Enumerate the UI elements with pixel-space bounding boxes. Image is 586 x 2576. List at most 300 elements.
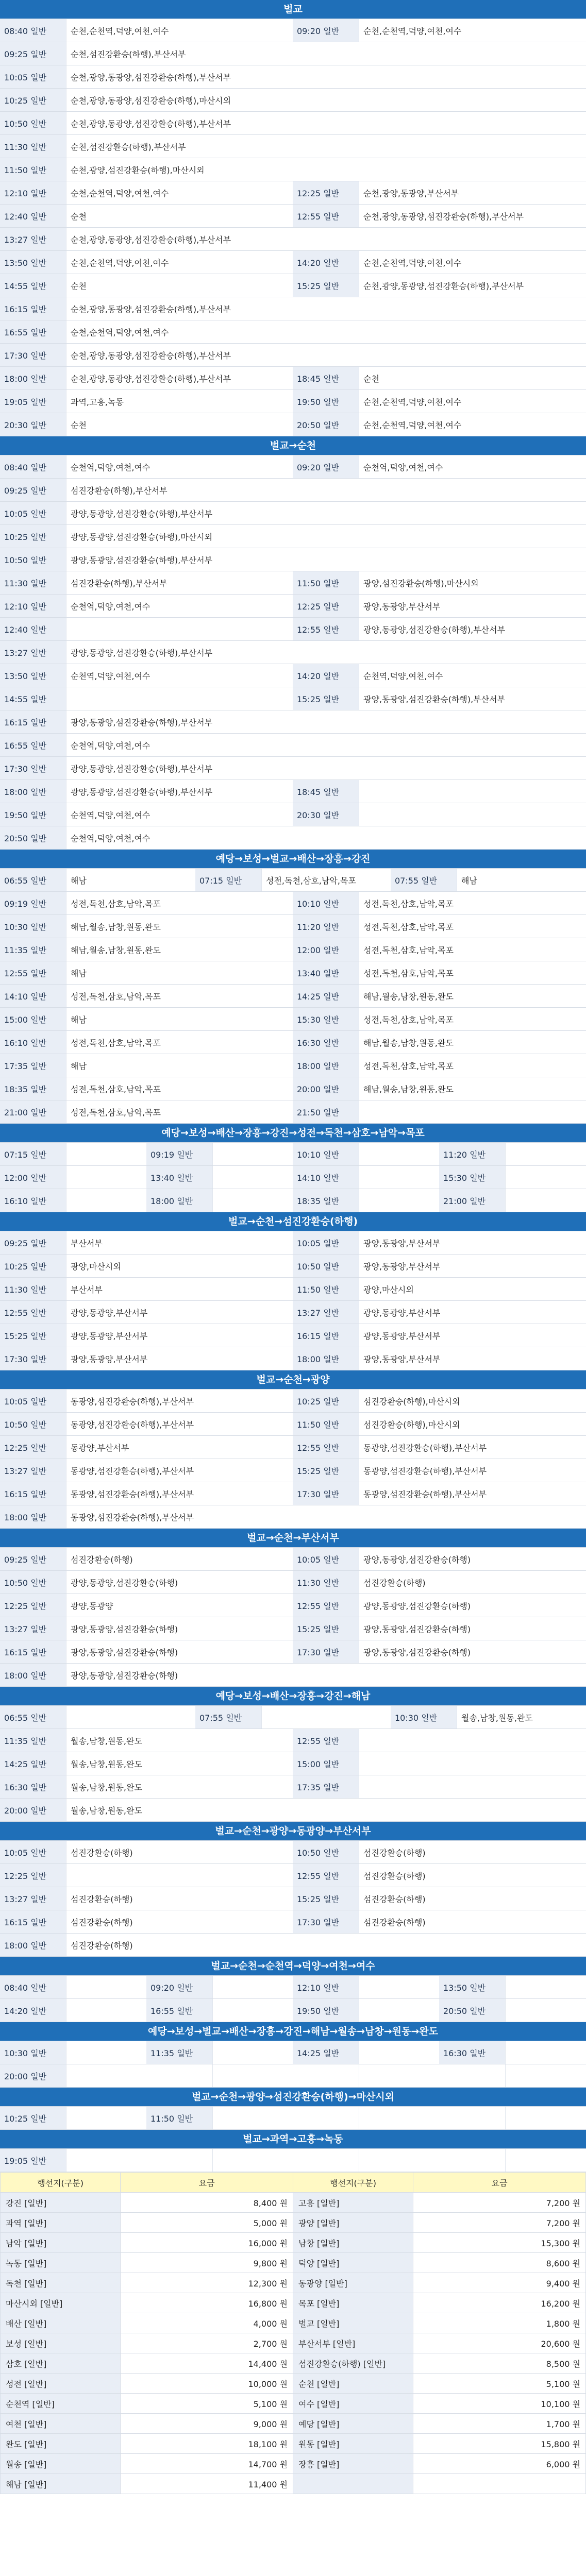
departure-time: 17:35 일반 — [0, 1054, 66, 1077]
route-stops: 순천,순천역,덕양,여천,여수 — [359, 19, 586, 42]
route-stops: 부산서부 — [66, 1231, 293, 1254]
empty-cell — [359, 1976, 439, 1998]
schedule-row — [0, 1505, 586, 1529]
fare-amount: 11,400 원 — [121, 2474, 293, 2494]
route-stops: 성전,독천,삼호,남악,목포 — [66, 892, 293, 914]
schedule-row — [0, 1752, 586, 1775]
route-stops: 섬진강환승(하행) — [359, 1910, 586, 1933]
route-stops: 순천역,덕양,여천,여수 — [359, 455, 586, 478]
departure-time: 19:50 일반 — [293, 1999, 359, 2022]
route-stops: 광양,섬진강환승(하행),마산시외 — [359, 571, 586, 594]
fare-amount: 7,200 원 — [413, 2213, 586, 2233]
schedule-row — [0, 1706, 586, 1729]
departure-time: 07:55 일반 — [391, 869, 457, 891]
route-stops: 순천역,덕양,여천,여수 — [66, 826, 586, 849]
departure-time: 16:10 일반 — [0, 1031, 66, 1054]
fare-row — [1, 2394, 586, 2414]
schedule-row — [0, 2041, 586, 2064]
section-header: 예당→보성→벌교→배산→장흥→강진 — [0, 850, 586, 869]
fare-header-cell: 요금 — [121, 2173, 293, 2193]
route-stops: 순천,광양,동광양,섬진강환승(하행),마산시외 — [66, 89, 586, 111]
departure-time: 18:00 일반 — [0, 367, 66, 389]
departure-time: 12:00 일반 — [293, 938, 359, 961]
fare-amount: 9,000 원 — [121, 2414, 293, 2434]
departure-time — [293, 2149, 359, 2172]
fare-row — [1, 2273, 586, 2293]
schedule-row — [0, 1887, 586, 1910]
destination-name: 섬진강환승(하행) [일반] — [293, 2353, 413, 2374]
fare-row — [1, 2414, 586, 2434]
departure-time: 15:25 일반 — [293, 1459, 359, 1482]
schedule-row — [0, 548, 586, 571]
schedule-row — [0, 915, 586, 938]
destination-name: 순천 [일반] — [293, 2374, 413, 2394]
empty-cell — [505, 2149, 586, 2172]
schedule-row — [0, 1278, 586, 1301]
route-stops: 광양,동광양,섬진강환승(하행) — [359, 1594, 586, 1617]
departure-time: 11:50 일반 — [146, 2107, 212, 2129]
departure-time: 15:25 일반 — [293, 274, 359, 297]
schedule-row — [0, 1459, 586, 1482]
departure-time: 12:40 일반 — [0, 618, 66, 640]
departure-time: 12:25 일반 — [0, 1594, 66, 1617]
departure-time: 13:50 일반 — [0, 251, 66, 274]
route-stops: 동광양,섬진강환승(하행),부산서부 — [359, 1436, 586, 1459]
route-stops: 섬진강환승(하행) — [359, 1887, 586, 1910]
schedule-row — [0, 1640, 586, 1664]
route-stops: 광양,동광양,섬진강환승(하행) — [359, 1617, 586, 1640]
fare-header-cell: 행선지(구분) — [293, 2173, 413, 2193]
schedule-row — [0, 1664, 586, 1687]
departure-time: 13:50 일반 — [0, 664, 66, 687]
departure-time: 16:15 일반 — [0, 1910, 66, 1933]
fare-amount: 8,500 원 — [413, 2353, 586, 2374]
departure-time: 21:50 일반 — [293, 1100, 359, 1123]
departure-time: 07:15 일반 — [0, 1143, 66, 1165]
departure-time: 11:50 일반 — [293, 571, 359, 594]
route-stops: 섬진강환승(하행),마산시외 — [359, 1413, 586, 1435]
departure-time: 09:19 일반 — [0, 892, 66, 914]
route-stops: 해남,월송,남창,원동,완도 — [359, 985, 586, 1007]
departure-time: 12:55 일반 — [0, 1301, 66, 1324]
destination-name: 순천역 [일반] — [1, 2394, 121, 2414]
route-stops: 광양,동광양,부산서부 — [66, 1324, 293, 1347]
fare-amount: 8,600 원 — [413, 2253, 586, 2273]
departure-time: 14:55 일반 — [0, 274, 66, 297]
departure-time — [293, 2107, 359, 2129]
schedule-row — [0, 413, 586, 436]
route-stops: 부산서부 — [66, 1278, 293, 1300]
departure-time: 11:20 일반 — [293, 915, 359, 938]
route-stops: 광양,동광양,섬진강환승(하행),부산서부 — [66, 548, 586, 571]
departure-time: 12:55 일반 — [293, 1864, 359, 1887]
departure-time: 20:50 일반 — [439, 1999, 505, 2022]
schedule-row — [0, 502, 586, 525]
route-stops: 순천,광양,동광양,섬진강환승(하행),부산서부 — [66, 367, 293, 389]
schedule-row — [0, 1548, 586, 1571]
route-stops: 성전,독천,삼호,남악,목포 — [359, 1008, 586, 1030]
departure-time — [146, 2149, 212, 2172]
empty-cell — [359, 1189, 439, 1212]
empty-cell — [359, 2107, 439, 2129]
schedule-row — [0, 344, 586, 367]
route-stops: 순천,순천역,덕양,여천,여수 — [66, 320, 586, 343]
fare-amount: 20,600 원 — [413, 2333, 586, 2353]
departure-time: 13:27 일반 — [0, 228, 66, 250]
section-header: 벌교→순천→순천역→덕양→여천→여수 — [0, 1957, 586, 1976]
section-header: 벌교→순천→광양→동광양→부산서부 — [0, 1822, 586, 1841]
departure-time — [293, 2064, 359, 2087]
departure-time: 08:40 일반 — [0, 455, 66, 478]
schedule-row — [0, 571, 586, 595]
schedule-row — [0, 1775, 586, 1799]
empty-cell — [212, 1166, 293, 1189]
empty-cell — [66, 2041, 146, 2064]
schedule-row — [0, 938, 586, 961]
departure-time: 21:00 일반 — [0, 1100, 66, 1123]
departure-time: 15:00 일반 — [293, 1752, 359, 1775]
departure-time: 12:55 일반 — [293, 1729, 359, 1752]
route-stops: 순천,광양,동광양,부산서부 — [359, 181, 586, 204]
departure-time: 14:25 일반 — [293, 2041, 359, 2064]
departure-time: 14:20 일반 — [293, 664, 359, 687]
destination-name: 과역 [일반] — [1, 2213, 121, 2233]
departure-time: 11:35 일반 — [0, 938, 66, 961]
destination-name: 목포 [일반] — [293, 2293, 413, 2313]
departure-time: 19:50 일반 — [0, 803, 66, 826]
departure-time: 13:27 일반 — [0, 1459, 66, 1482]
route-stops: 순천역,덕양,여천,여수 — [66, 664, 293, 687]
schedule-row — [0, 1436, 586, 1459]
fare-amount: 10,100 원 — [413, 2394, 586, 2414]
departure-time: 07:55 일반 — [195, 1706, 261, 1728]
departure-time: 10:50 일반 — [0, 1571, 66, 1594]
fare-amount: 2,700 원 — [121, 2333, 293, 2353]
departure-time: 20:30 일반 — [0, 413, 66, 436]
departure-time: 10:05 일반 — [293, 1548, 359, 1570]
section-header: 벌교→순천 — [0, 436, 586, 455]
departure-time: 11:20 일반 — [439, 1143, 505, 1165]
route-stops: 섬진강환승(하행),부산서부 — [66, 479, 586, 501]
destination-name: 예당 [일반] — [293, 2414, 413, 2434]
departure-time: 16:55 일반 — [146, 1999, 212, 2022]
departure-time: 18:35 일반 — [0, 1077, 66, 1100]
route-stops: 섬진강환승(하행),부산서부 — [66, 571, 293, 594]
route-stops: 순천,광양,섬진강환승(하행),마산시외 — [66, 158, 586, 181]
schedule-row — [0, 961, 586, 985]
destination-name: 여천 [일반] — [1, 2414, 121, 2434]
schedule-row — [0, 1999, 586, 2022]
destination-name: 장흥 [일반] — [293, 2454, 413, 2474]
departure-time: 09:20 일반 — [293, 455, 359, 478]
departure-time: 17:30 일반 — [293, 1640, 359, 1663]
departure-time: 10:10 일반 — [293, 892, 359, 914]
route-stops: 순천,섬진강환승(하행),부산서부 — [66, 42, 586, 65]
destination-name: 광양 [일반] — [293, 2213, 413, 2233]
departure-time: 17:30 일반 — [0, 344, 66, 366]
route-stops — [261, 1706, 391, 1728]
schedule-row — [0, 664, 586, 687]
destination-name: 부산서부 [일반] — [293, 2333, 413, 2353]
fare-amount: 16,800 원 — [121, 2293, 293, 2313]
route-stops: 순천,광양,동광양,섬진강환승(하행),부산서부 — [66, 344, 586, 366]
departure-time: 12:00 일반 — [0, 1166, 66, 1189]
departure-time: 20:50 일반 — [0, 826, 66, 849]
schedule-row — [0, 618, 586, 641]
departure-time: 18:00 일반 — [0, 780, 66, 803]
route-stops: 광양,동광양,섬진강환승(하행) — [66, 1617, 293, 1640]
route-stops: 성전,독천,삼호,남악,목포 — [66, 1077, 293, 1100]
route-stops: 순천,광양,동광양,섬진강환승(하행),부산서부 — [66, 297, 586, 320]
schedule-row — [0, 734, 586, 757]
schedule-row — [0, 251, 586, 274]
route-stops: 월송,남창,원동,완도 — [66, 1752, 293, 1775]
fare-amount: 1,800 원 — [413, 2313, 586, 2333]
empty-cell — [66, 1976, 146, 1998]
route-stops: 해남 — [457, 869, 586, 891]
schedule-row — [0, 892, 586, 915]
departure-time: 15:00 일반 — [0, 1008, 66, 1030]
schedule-row — [0, 297, 586, 320]
route-stops: 순천 — [359, 367, 586, 389]
route-stops: 과역,고흥,녹동 — [66, 390, 293, 413]
schedule-row — [0, 757, 586, 780]
departure-time: 17:30 일반 — [293, 1482, 359, 1505]
route-stops: 동광양,섬진강환승(하행),부산서부 — [66, 1505, 586, 1528]
fare-header-row — [1, 2173, 586, 2193]
route-stops: 성전,독천,삼호,남악,목포 — [66, 1031, 293, 1054]
departure-time: 13:40 일반 — [146, 1166, 212, 1189]
destination-name: 성전 [일반] — [1, 2374, 121, 2394]
section-header: 벌교→순천→광양→섬진강환승(하행)→마산시외 — [0, 2088, 586, 2107]
route-stops: 섬진강환승(하행) — [359, 1571, 586, 1594]
departure-time: 10:25 일반 — [0, 2107, 66, 2129]
departure-time: 15:25 일반 — [293, 1887, 359, 1910]
schedule-row — [0, 1617, 586, 1640]
departure-time: 16:55 일반 — [0, 734, 66, 756]
fare-row — [1, 2213, 586, 2233]
section-header: 벌교→순천→광양 — [0, 1370, 586, 1389]
schedule-row — [0, 19, 586, 42]
route-stops: 섬진강환승(하행) — [359, 1841, 586, 1863]
fare-row — [1, 2233, 586, 2253]
section-header: 벌교 — [0, 0, 586, 19]
empty-cell — [212, 1976, 293, 1998]
route-stops — [359, 1729, 586, 1752]
route-stops: 해남 — [66, 1054, 293, 1077]
schedule-row — [0, 1976, 586, 1999]
departure-time: 17:30 일반 — [0, 757, 66, 779]
departure-time: 18:00 일반 — [0, 1934, 66, 1956]
empty-cell — [505, 1166, 586, 1189]
departure-time: 18:45 일반 — [293, 780, 359, 803]
departure-time: 16:15 일반 — [0, 710, 66, 733]
destination-name: 벌교 [일반] — [293, 2313, 413, 2333]
route-stops: 월송,남창,원동,완도 — [66, 1775, 293, 1798]
departure-time: 09:25 일반 — [0, 1548, 66, 1570]
route-stops: 성전,독천,삼호,남악,목포 — [359, 915, 586, 938]
schedule-row — [0, 1255, 586, 1278]
route-stops: 순천,순천역,덕양,여천,여수 — [359, 390, 586, 413]
schedule-row — [0, 1729, 586, 1752]
route-stops: 섬진강환승(하행) — [66, 1841, 293, 1863]
empty-cell — [212, 2107, 293, 2129]
departure-time: 18:45 일반 — [293, 367, 359, 389]
fare-amount: 15,300 원 — [413, 2233, 586, 2253]
fare-amount: 14,700 원 — [121, 2454, 293, 2474]
departure-time: 14:10 일반 — [293, 1166, 359, 1189]
fare-header-cell: 행선지(구분) — [1, 2173, 121, 2193]
departure-time: 12:55 일반 — [0, 961, 66, 984]
empty-cell — [359, 1143, 439, 1165]
fare-amount: 18,100 원 — [121, 2434, 293, 2454]
schedule-row — [0, 985, 586, 1008]
route-stops: 순천역,덕양,여천,여수 — [66, 734, 586, 756]
departure-time: 15:30 일반 — [439, 1166, 505, 1189]
departure-time: 12:25 일반 — [293, 595, 359, 617]
route-stops: 순천역,덕양,여천,여수 — [66, 803, 293, 826]
departure-time: 16:30 일반 — [439, 2041, 505, 2064]
schedule-row — [0, 181, 586, 205]
schedule-row — [0, 826, 586, 850]
departure-time: 10:05 일반 — [0, 65, 66, 88]
route-stops: 순천,광양,동광양,섬진강환승(하행),부산서부 — [359, 274, 586, 297]
empty-cell — [359, 1999, 439, 2022]
empty-cell — [359, 2064, 439, 2087]
schedule-row — [0, 1008, 586, 1031]
departure-time: 10:30 일반 — [0, 915, 66, 938]
route-stops: 동광양,섬진강환승(하행),부산서부 — [359, 1482, 586, 1505]
fare-amount: 4,000 원 — [121, 2313, 293, 2333]
fare-row — [1, 2313, 586, 2333]
destination-name: 남창 [일반] — [293, 2233, 413, 2253]
destination-name: 여수 [일반] — [293, 2394, 413, 2414]
route-stops: 광양,동광양,섬진강환승(하행),부산서부 — [359, 618, 586, 640]
schedule-row — [0, 320, 586, 344]
empty-cell — [66, 2107, 146, 2129]
schedule-row — [0, 112, 586, 135]
departure-time: 10:30 일반 — [0, 2041, 66, 2064]
destination-name: 월송 [일반] — [1, 2454, 121, 2474]
departure-time: 06:55 일반 — [0, 1706, 66, 1728]
departure-time: 13:40 일반 — [293, 961, 359, 984]
route-stops: 월송,남창,원동,완도 — [457, 1706, 586, 1728]
route-stops — [359, 1100, 586, 1123]
schedule-row — [0, 455, 586, 479]
route-stops: 해남,월송,남창,원동,완도 — [66, 938, 293, 961]
route-stops — [66, 618, 293, 640]
empty-cell — [505, 2107, 586, 2129]
route-stops: 광양,동광양,섬진강환승(하행),마산시외 — [66, 525, 586, 548]
route-stops: 해남,월송,남창,원동,완도 — [66, 915, 293, 938]
route-stops — [66, 687, 293, 710]
schedule-row — [0, 1189, 586, 1212]
departure-time: 11:30 일반 — [0, 1278, 66, 1300]
destination-name: 원동 [일반] — [293, 2434, 413, 2454]
departure-time: 14:20 일반 — [0, 1999, 66, 2022]
schedule-row — [0, 1031, 586, 1054]
route-stops — [359, 1775, 586, 1798]
route-stops: 순천,광양,동광양,섬진강환승(하행),부산서부 — [66, 112, 586, 134]
departure-time: 20:30 일반 — [293, 803, 359, 826]
route-stops — [66, 1706, 195, 1728]
route-stops: 광양,동광양,섬진강환승(하행) — [359, 1640, 586, 1663]
route-stops: 광양,동광양,섬진강환승(하행),부산서부 — [66, 710, 586, 733]
fare-header-cell: 요금 — [413, 2173, 586, 2193]
departure-time: 17:30 일반 — [293, 1910, 359, 1933]
departure-time: 15:25 일반 — [0, 1324, 66, 1347]
empty-cell — [505, 1999, 586, 2022]
empty-cell — [212, 2149, 293, 2172]
departure-time: 17:35 일반 — [293, 1775, 359, 1798]
departure-time — [146, 2064, 212, 2087]
departure-time: 09:25 일반 — [0, 42, 66, 65]
route-stops: 광양,동광양,섬진강환승(하행) — [359, 1548, 586, 1570]
schedule-row — [0, 1594, 586, 1617]
departure-time: 20:00 일반 — [293, 1077, 359, 1100]
route-stops: 광양,동광양,부산서부 — [359, 1324, 586, 1347]
empty-cell — [66, 1143, 146, 1165]
departure-time: 16:15 일반 — [0, 1482, 66, 1505]
route-stops: 동광양,섬진강환승(하행),부산서부 — [66, 1413, 293, 1435]
fare-amount: 14,400 원 — [121, 2353, 293, 2374]
schedule-row — [0, 1413, 586, 1436]
departure-time: 11:50 일반 — [0, 158, 66, 181]
departure-time: 20:00 일반 — [0, 2064, 66, 2087]
empty-cell — [505, 1143, 586, 1165]
route-stops: 광양,동광양,부산서부 — [359, 1347, 586, 1370]
schedule-row — [0, 1324, 586, 1347]
route-stops: 광양,동광양,부산서부 — [359, 595, 586, 617]
departure-time: 10:05 일반 — [0, 1389, 66, 1412]
route-stops: 광양,동광양,섬진강환승(하행),부산서부 — [66, 641, 586, 664]
empty-cell — [66, 2064, 146, 2087]
destination-name: 덕양 [일반] — [293, 2253, 413, 2273]
route-stops: 성전,독천,삼호,남악,목포 — [66, 985, 293, 1007]
departure-time: 16:15 일반 — [0, 1640, 66, 1663]
departure-time: 07:15 일반 — [195, 869, 261, 891]
fare-amount: 15,800 원 — [413, 2434, 586, 2454]
departure-time: 10:50 일반 — [293, 1255, 359, 1277]
route-stops: 섬진강환승(하행) — [66, 1910, 293, 1933]
route-stops: 순천,순천역,덕양,여천,여수 — [359, 251, 586, 274]
empty-cell — [359, 1166, 439, 1189]
route-stops — [359, 1752, 586, 1775]
schedule-row — [0, 1910, 586, 1934]
route-stops: 광양,동광양,섬진강환승(하행),부산서부 — [66, 780, 293, 803]
empty-cell — [212, 1143, 293, 1165]
route-stops: 성전,독천,삼호,남악,목포 — [261, 869, 391, 891]
departure-time: 14:10 일반 — [0, 985, 66, 1007]
route-stops: 순천,광양,동광양,섬진강환승(하행),부산서부 — [66, 228, 586, 250]
fare-amount: 6,000 원 — [413, 2454, 586, 2474]
section-header: 벌교→순천→섬진강환승(하행) — [0, 1212, 586, 1231]
departure-time: 16:15 일반 — [0, 297, 66, 320]
fare-row — [1, 2374, 586, 2394]
schedule-row — [0, 65, 586, 89]
route-stops: 성전,독천,삼호,남악,목포 — [359, 938, 586, 961]
departure-time: 15:30 일반 — [293, 1008, 359, 1030]
departure-time: 08:40 일반 — [0, 19, 66, 42]
departure-time: 10:50 일반 — [0, 1413, 66, 1435]
departure-time: 20:50 일반 — [293, 413, 359, 436]
fare-row — [1, 2193, 586, 2213]
schedule-row — [0, 2107, 586, 2130]
destination-name: 고흥 [일반] — [293, 2193, 413, 2213]
empty-cell — [66, 1999, 146, 2022]
departure-time: 06:55 일반 — [0, 869, 66, 891]
schedule-row — [0, 1301, 586, 1324]
